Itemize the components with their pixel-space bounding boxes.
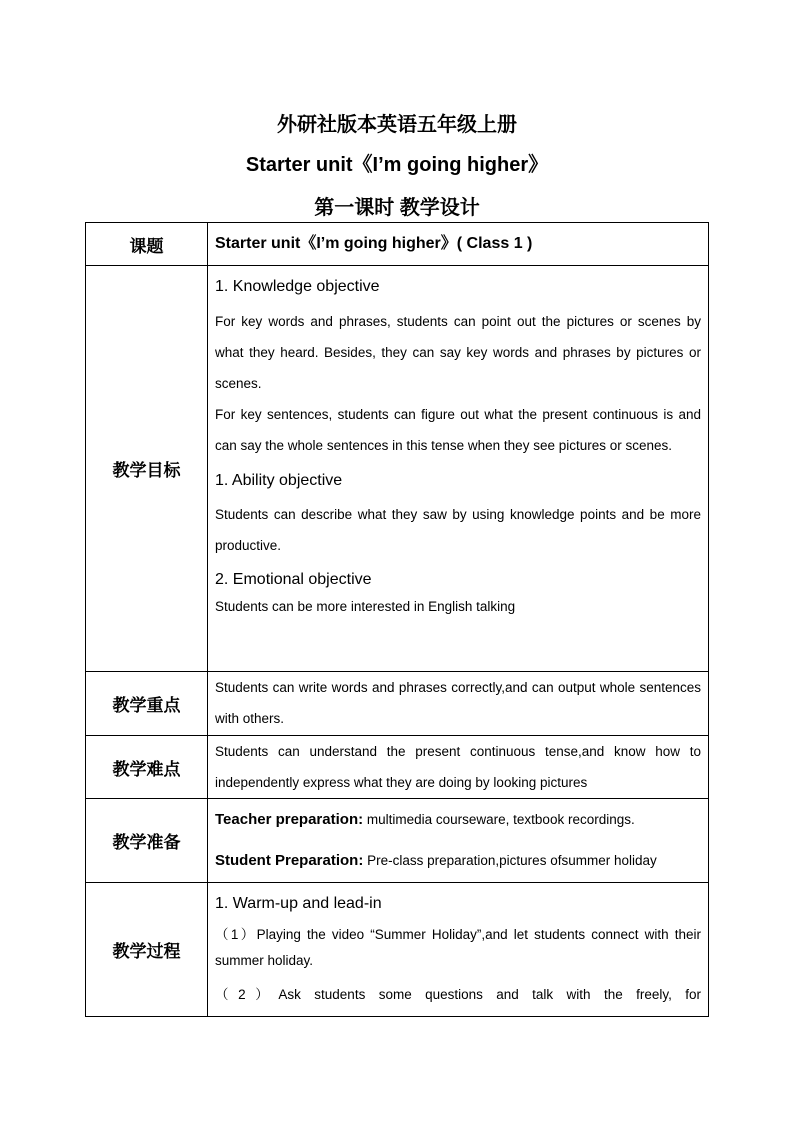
student-preparation bbox=[215, 840, 701, 881]
goals-label: 教学目标 bbox=[86, 266, 208, 672]
doc-subtitle: Starter unit《I’m going higher》 bbox=[245, 154, 549, 176]
doc-lesson-title: 第一课时 教学设计 bbox=[314, 197, 480, 219]
key-points-content bbox=[208, 672, 709, 736]
difficulties-text: Students can understand the present continuous tense,and know how to independently express what they are doing by looking pictures bbox=[215, 744, 701, 790]
table-row-difficulties bbox=[86, 736, 709, 799]
process-content bbox=[208, 883, 709, 1017]
table-row-preparation bbox=[86, 799, 709, 883]
key-points-label: 教学重点 bbox=[86, 672, 208, 736]
topic-label: 课题 bbox=[86, 223, 208, 266]
goals-content bbox=[208, 266, 709, 672]
table-row-key-points bbox=[86, 672, 709, 736]
goals-paragraph-4: Students can be more interested in English talking bbox=[215, 599, 516, 614]
goals-paragraph-3: Students can describe what they saw by using knowledge points and be more productive. bbox=[215, 507, 701, 553]
student-preparation-text: Pre-class preparation,pictures ofsummer holiday bbox=[363, 853, 657, 868]
preparation-label: 教学准备 bbox=[86, 799, 208, 883]
difficulties-label: 教学难点 bbox=[86, 736, 208, 799]
teacher-preparation-label: Teacher preparation: bbox=[215, 811, 364, 828]
goals-heading-knowledge: 1. Knowledge objective bbox=[215, 278, 380, 295]
student-preparation-label: Student Preparation: bbox=[215, 852, 364, 869]
goals-paragraph-1: For key words and phrases, students can point out the pictures or scenes by what they heard. Besides, they can say key words and phrases by pictures or scenes. bbox=[215, 314, 701, 391]
goals-heading-ability: 1. Ability objective bbox=[215, 472, 343, 489]
process-step-1: （1）Playing the video “Summer Holiday”,and let students connect with their summer holiday. bbox=[215, 927, 701, 968]
doc-title: 外研社版本英语五年级上册 bbox=[277, 114, 517, 136]
teacher-preparation bbox=[215, 799, 701, 840]
process-label: 教学过程 bbox=[86, 883, 208, 1017]
preparation-content bbox=[208, 799, 709, 883]
difficulties-content bbox=[208, 736, 709, 799]
goals-paragraph-2: For key sentences, students can figure out what the present continuous is and can say the whole sentences in this tense when they see pictures or scenes. bbox=[215, 407, 701, 453]
goals-heading-emotional: 2. Emotional objective bbox=[215, 571, 372, 588]
table-row-goals bbox=[86, 266, 709, 672]
topic-value: Starter unit《I’m going higher》( Class 1 ) bbox=[208, 223, 709, 266]
key-points-text: Students can write words and phrases correctly,and can output whole sentences with others. bbox=[215, 680, 701, 726]
process-step-2: （2）Ask students some questions and talk with the freely, for bbox=[215, 987, 701, 1002]
process-heading-warmup: 1. Warm-up and lead-in bbox=[215, 895, 382, 912]
table-row-topic bbox=[86, 223, 709, 266]
table-row-process bbox=[86, 883, 709, 1017]
lesson-plan-table bbox=[85, 222, 709, 1017]
teacher-preparation-text: multimedia courseware, textbook recordings. bbox=[363, 812, 635, 827]
